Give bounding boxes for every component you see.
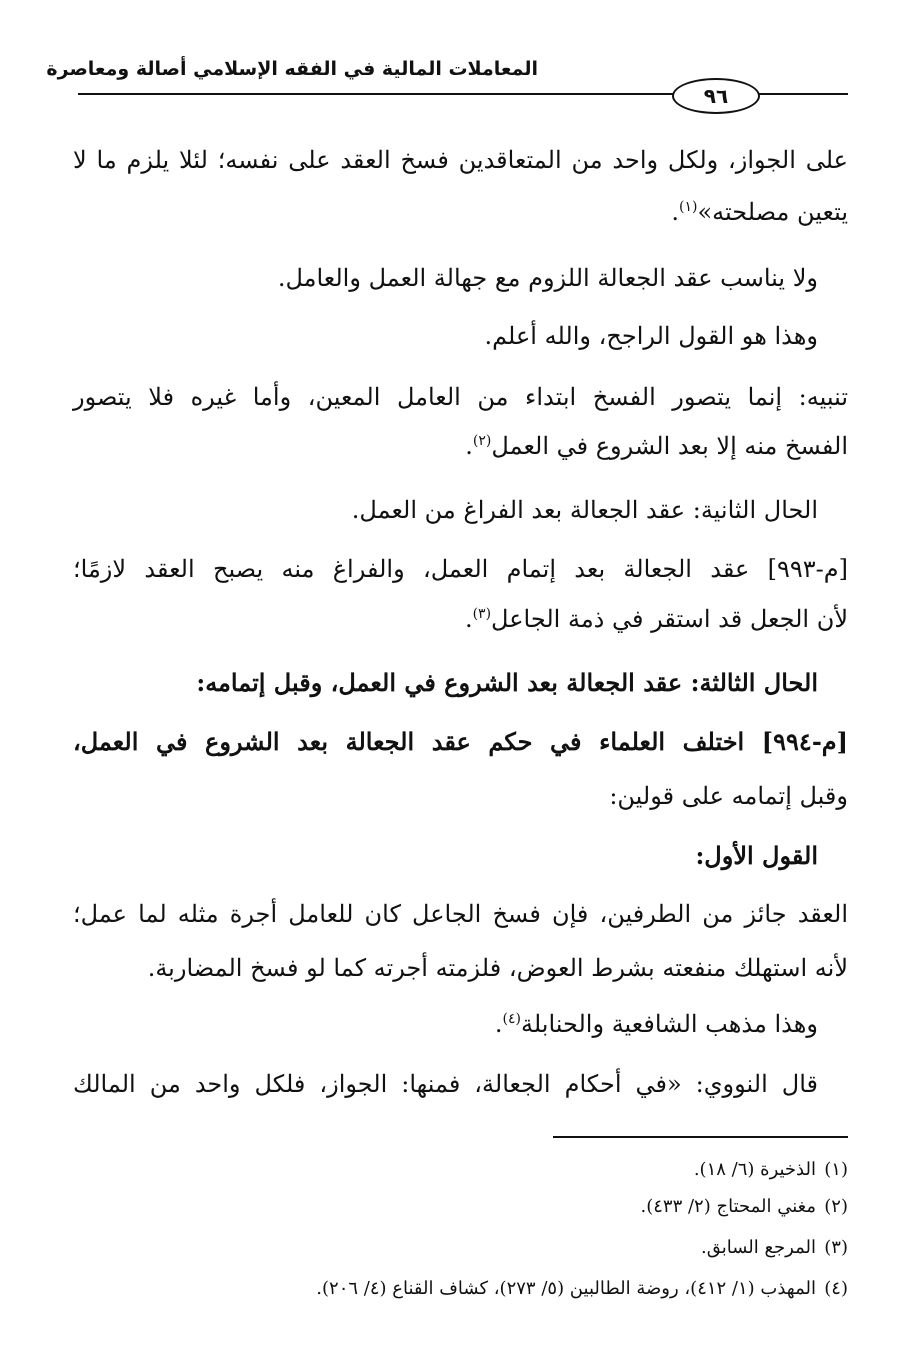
body-line	[465, 426, 848, 466]
section-heading: الحال الثالثة: عقد الجعالة بعد الشروع في العمل، وقبل إتمامه:	[196, 668, 818, 697]
footnote-number: (٣)	[824, 1237, 848, 1258]
running-title: المعاملات المالية في الفقه الإسلامي أصالة ومعاصرة	[46, 58, 538, 80]
body-line	[495, 1004, 818, 1044]
page-number: ٩٦	[672, 78, 760, 114]
body-text: يتعين مصلحته»	[697, 198, 848, 226]
body-line: الحال الثانية: عقد الجعالة بعد الفراغ من العمل.	[351, 496, 818, 524]
footnote-number: (٢)	[824, 1196, 848, 1217]
body-line	[671, 192, 848, 232]
body-line: على الجواز، ولكل واحد من المتعاقدين فسخ العقد على نفسه؛ لئلا يلزم ما لا	[73, 146, 848, 174]
body-line	[465, 599, 848, 639]
footnote-text: المرجع السابق.	[700, 1237, 816, 1258]
footnote-ref: (٢)	[472, 433, 492, 449]
punctuation: .	[494, 1010, 503, 1038]
punctuation: .	[464, 605, 473, 633]
punctuation: .	[671, 198, 679, 226]
body-line: وقبل إتمامه على قولين:	[609, 782, 848, 810]
footnote	[316, 1275, 848, 1303]
body-line: العقد جائز من الطرفين، فإن فسخ الجاعل كان للعامل أجرة مثله لما عمل؛	[73, 900, 848, 928]
footnote	[640, 1193, 848, 1221]
body-text: لأن الجعل قد استقر في ذمة الجاعل	[491, 605, 848, 633]
section-heading: القول الأول:	[695, 841, 818, 870]
footnote-text: الذخيرة (٦/ ١٨).	[693, 1159, 816, 1180]
footnote-ref: (٤)	[502, 1011, 521, 1027]
body-line: قال النووي: «في أحكام الجعالة، فمنها: الجواز، فلكل واحد من المالك	[73, 1070, 818, 1098]
footnote-ref: (١)	[678, 199, 698, 215]
body-line: [م-٩٩٤] اختلف العلماء في حكم عقد الجعالة بعد الشروع في العمل،	[73, 727, 848, 756]
body-line: وهذا هو القول الراجح، والله أعلم.	[484, 322, 818, 350]
body-line: تنبيه: إنما يتصور الفسخ ابتداء من العامل المعين، وأما غيره فلا يتصور	[73, 383, 848, 411]
footnote	[701, 1234, 848, 1262]
footnote-text: مغني المحتاج (٢/ ٤٣٣).	[640, 1196, 816, 1217]
body-text: الفسخ منه إلا بعد الشروع في العمل	[491, 432, 848, 460]
footnote-number: (٤)	[824, 1278, 848, 1299]
footnote-rule	[553, 1136, 848, 1138]
punctuation: .	[465, 432, 473, 460]
footnote-ref: (٣)	[472, 606, 492, 622]
body-line: [م-٩٩٣] عقد الجعالة بعد إتمام العمل، والفراغ منه يصبح العقد لازمًا؛	[73, 555, 848, 583]
footnote	[694, 1156, 848, 1184]
footnote-text: المهذب (١/ ٤١٢)، روضة الطالبين (٥/ ٢٧٣)، كشاف القناع (٤/ ٢٠٦).	[316, 1278, 816, 1299]
body-text: وهذا مذهب الشافعية والحنابلة	[520, 1010, 818, 1038]
body-line: لأنه استهلك منفعته بشرط العوض، فلزمته أجرته كما لو فسخ المضاربة.	[147, 954, 848, 982]
footnote-number: (١)	[824, 1159, 848, 1180]
body-line: ولا يناسب عقد الجعالة اللزوم مع جهالة العمل والعامل.	[277, 264, 818, 292]
